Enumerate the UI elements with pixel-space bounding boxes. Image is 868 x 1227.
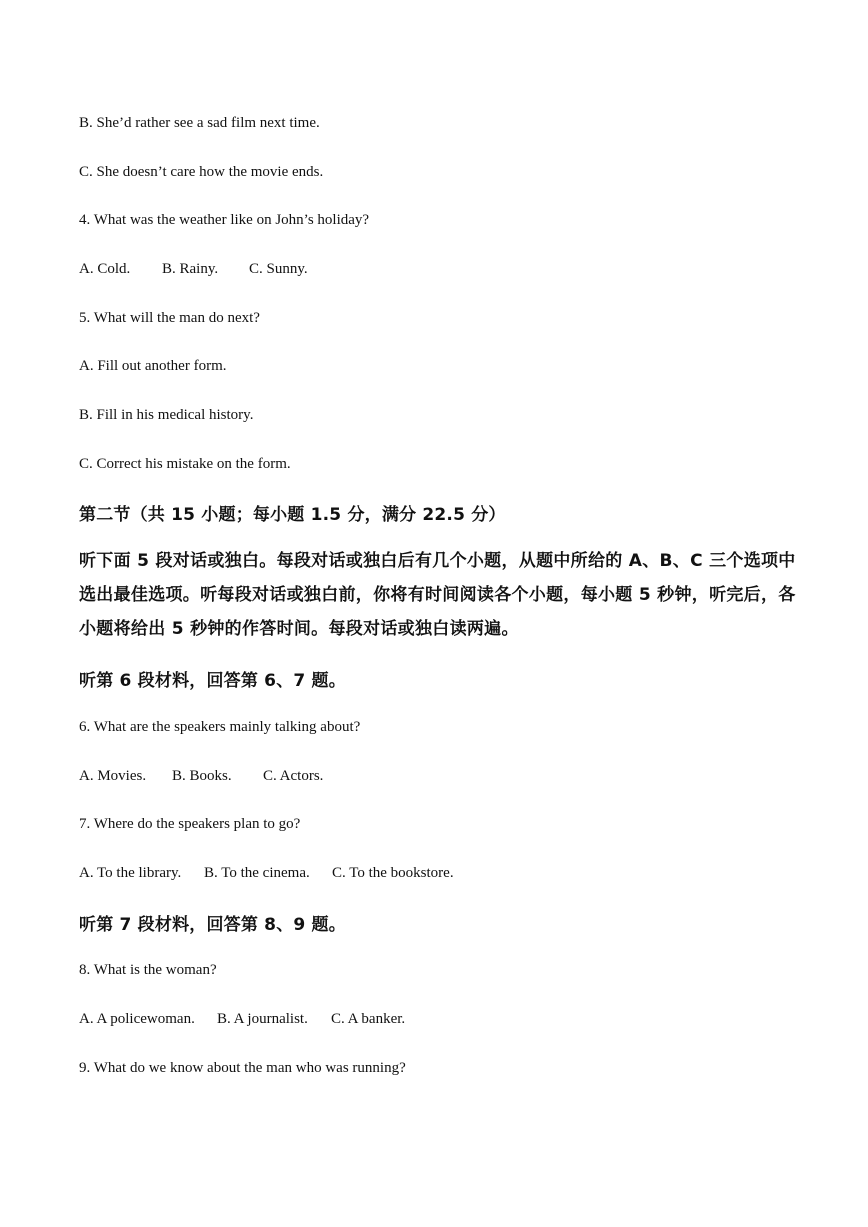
q8-option-b: B. A journalist. [217, 1011, 308, 1027]
q6-option-c: C. Actors. [263, 768, 324, 784]
question-6: 6. What are the speakers mainly talking about? [79, 719, 361, 735]
q6-options [79, 766, 323, 786]
q5-option-c: C. Correct his mistake on the form. [79, 456, 291, 472]
section-2-heading: 第二节（共 15 小题；每小题 1.5 分，满分 22.5 分） [79, 505, 506, 525]
q4-option-c: C. Sunny. [249, 261, 308, 277]
q8-option-a: A. A policewoman. [79, 1011, 195, 1027]
part-6-heading: 听第 6 段材料，回答第 6、7 题。 [79, 671, 346, 691]
q7-option-a: A. To the library. [79, 865, 182, 881]
section-2-instructions: 听下面 5 段对话或独白。每段对话或独白后有几个小题，从题中所给的 A、B、C 三个选项中选出最佳选项。听每段对话或独白前，你将有时间阅读各个小题，每小题 5 秒钟，听完后，各小题将给出 5 秒钟的作答时间。每段对话或独白读两遍。 [79, 551, 796, 639]
q6-option-b: B. Books. [172, 768, 232, 784]
q5-option-a: A. Fill out another form. [79, 358, 227, 374]
q5-option-b: B. Fill in his medical history. [79, 407, 254, 423]
question-7: 7. Where do the speakers plan to go? [79, 816, 301, 832]
q8-option-c: C. A banker. [331, 1011, 406, 1027]
q6-option-a: A. Movies. [79, 768, 147, 784]
q3-option-b: B. She’d rather see a sad film next time. [79, 115, 320, 131]
q4-option-a: A. Cold. [79, 261, 131, 277]
question-5: 5. What will the man do next? [79, 310, 260, 326]
question-8: 8. What is the woman? [79, 962, 217, 978]
question-4: 4. What was the weather like on John’s holiday? [79, 212, 370, 228]
q7-options [79, 863, 454, 883]
q7-option-c: C. To the bookstore. [332, 865, 454, 881]
part-7-heading: 听第 7 段材料，回答第 8、9 题。 [79, 915, 346, 935]
q3-option-c: C. She doesn’t care how the movie ends. [79, 164, 324, 180]
q8-options [79, 1009, 405, 1029]
q7-option-b: B. To the cinema. [204, 865, 310, 881]
q4-option-b: B. Rainy. [162, 261, 219, 277]
question-9: 9. What do we know about the man who was running? [79, 1060, 406, 1076]
q4-options [79, 259, 308, 279]
